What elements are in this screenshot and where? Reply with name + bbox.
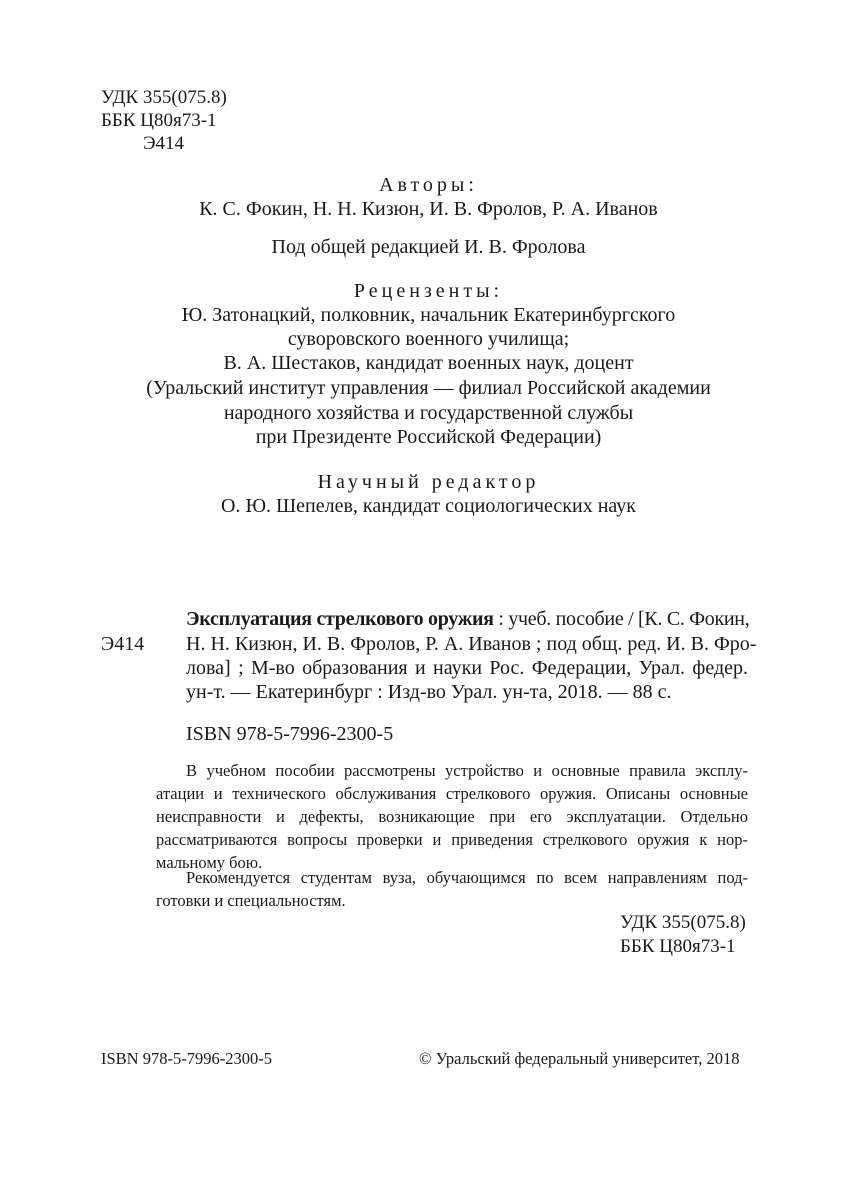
reviewer-line: Ю. Затонацкий, полковник, начальник Екатеринбургского xyxy=(181,304,676,326)
authors-heading: Авторы: xyxy=(379,174,478,196)
reviewer-line: В. А. Шестаков, кандидат военных наук, доцент xyxy=(223,352,634,374)
bibliography-line-2: Н. Н. Кизюн, И. В. Фролов, Р. А. Иванов ; под общ. ред. И. В. Фро- xyxy=(186,633,757,655)
general-editor: Под общей редакцией И. В. Фролова xyxy=(271,236,586,258)
footer-isbn: ISBN 978-5-7996-2300-5 xyxy=(101,1049,272,1068)
science-editor-heading: Научный редактор xyxy=(317,471,540,493)
bibliography-line-4: ун-т. — Екатеринбург : Изд-во Урал. ун-та, 2018. — 88 с. xyxy=(186,681,672,703)
annotation-line: рассматриваются вопросы проверки и приведения стрелкового оружия к нор- xyxy=(156,830,748,849)
reviewer-line: суворовского военного училища; xyxy=(287,328,570,350)
reviewer-line: (Уральский институт управления — филиал Российской академии xyxy=(146,377,711,399)
author-mark: Э414 xyxy=(143,133,185,154)
bibliography-isbn: ISBN 978-5-7996-2300-5 xyxy=(186,723,394,745)
reviewers-heading: Рецензенты: xyxy=(353,280,504,302)
bibliography-line-1 xyxy=(186,607,748,631)
annotation-line: атации и технического обслуживания стрелкового оружия. Описаны основные xyxy=(156,784,748,803)
science-editor-name: О. Ю. Шепелев, кандидат социологических наук xyxy=(221,495,636,517)
book-title: Эксплуатация стрелкового оружия xyxy=(186,608,494,630)
udk-code: УДК 355(075.8) xyxy=(101,87,227,108)
bbk-code: ББК Ц80я73-1 xyxy=(101,110,217,131)
footer-copyright: © Уральский федеральный университет, 2018 xyxy=(419,1049,740,1068)
annotation-line: В учебном пособии рассмотрены устройство и основные правила эксплу- xyxy=(186,761,748,780)
annotation-line: неисправности и дефекты, возникающие при его эксплуатации. Отдельно xyxy=(156,807,748,826)
footer-bbk-code: ББК Ц80я73-1 xyxy=(620,936,736,957)
bibliography-mark: Э414 xyxy=(101,633,145,655)
annotation-line: Рекомендуется студентам вуза, обучающимся по всем направлениям под- xyxy=(186,868,748,887)
reviewer-line: при Президенте Российской Федерации) xyxy=(255,426,602,448)
reviewer-line: народного хозяйства и государственной службы xyxy=(223,402,634,424)
authors-names: К. С. Фокин, Н. Н. Кизюн, И. В. Фролов, Р. А. Иванов xyxy=(199,198,658,220)
bibliography-line-1-rest: : учеб. пособие / [К. С. Фокин, xyxy=(493,608,750,630)
footer-udk-code: УДК 355(075.8) xyxy=(620,912,746,933)
annotation-line: готовки и специальностям. xyxy=(156,891,346,910)
annotation-line: мальному бою. xyxy=(156,853,263,872)
bibliography-line-3: лова] ; М-во образования и науки Рос. Федерации, Урал. федер. xyxy=(186,657,748,679)
